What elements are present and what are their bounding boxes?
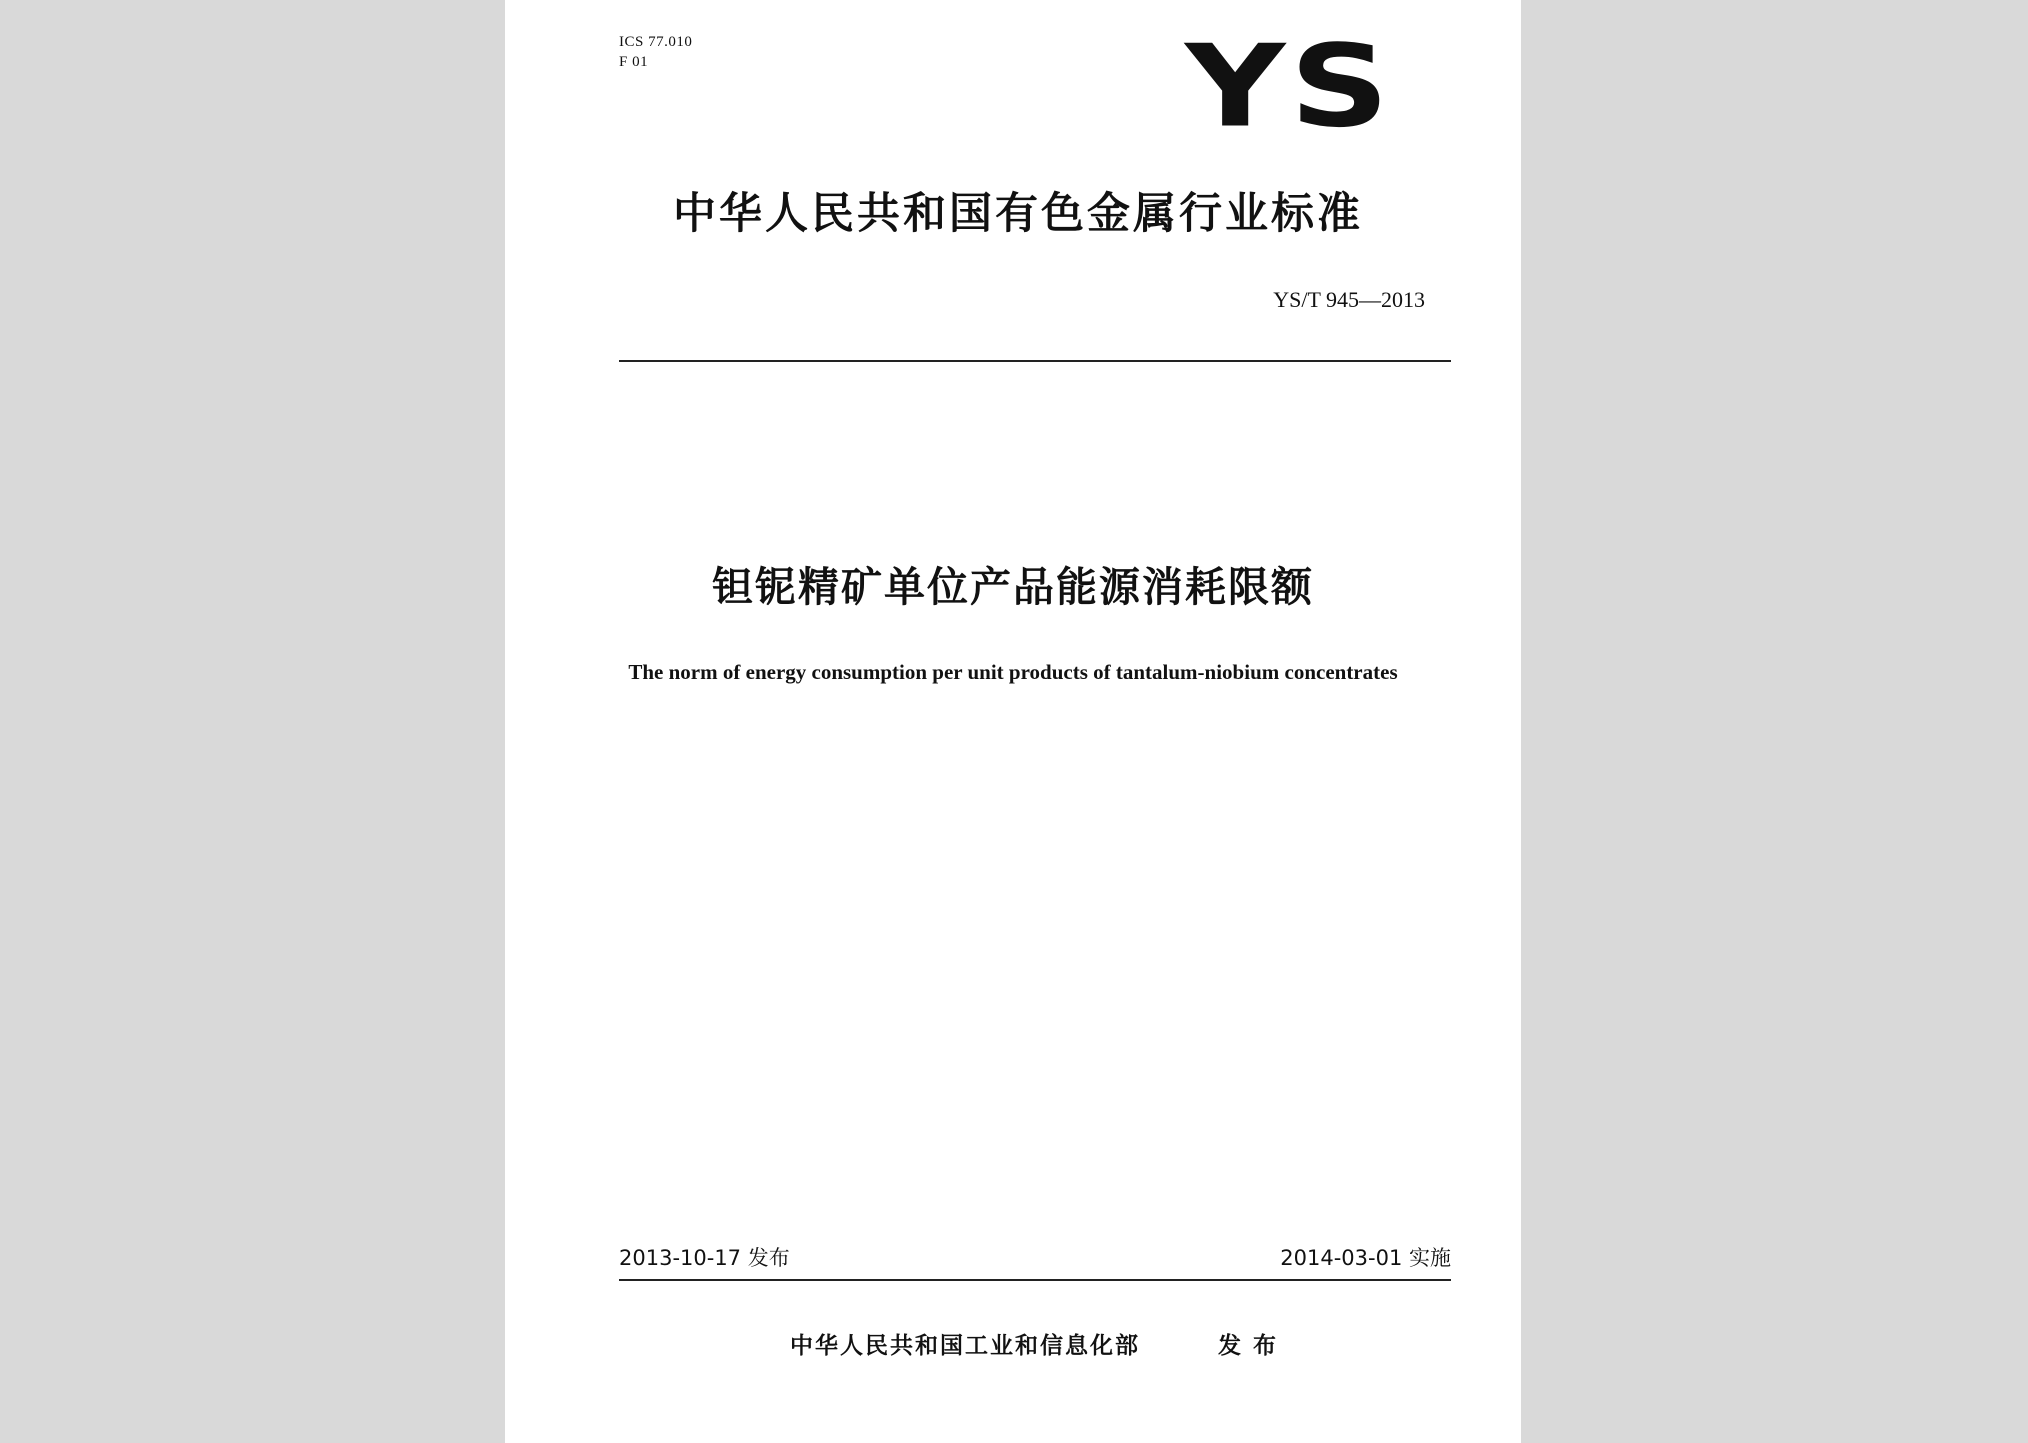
ys-logo: YS	[1185, 20, 1394, 153]
publish-label: 发布	[1218, 1333, 1288, 1359]
issue-date: 2013-10-17 发布	[619, 1246, 790, 1270]
document-title-chinese: 钽铌精矿单位产品能源消耗限额	[712, 563, 1314, 611]
implementation-date: 2014-03-01 实施	[1280, 1246, 1451, 1270]
document-cover-page	[505, 0, 1521, 1443]
class-code: F 01	[619, 54, 649, 70]
standard-number: YS/T 945—2013	[1273, 287, 1425, 312]
standard-category-title: 中华人民共和国有色金属行业标准	[673, 189, 1363, 239]
publisher-name: 中华人民共和国工业和信息化部	[790, 1333, 1140, 1359]
top-divider	[619, 360, 1451, 362]
ics-code: ICS 77.010	[619, 34, 693, 50]
classification-block	[619, 32, 692, 72]
bottom-divider	[619, 1279, 1451, 1281]
document-title-english: The norm of energy consumption per unit products of tantalum-niobium concentrates	[628, 660, 1398, 684]
